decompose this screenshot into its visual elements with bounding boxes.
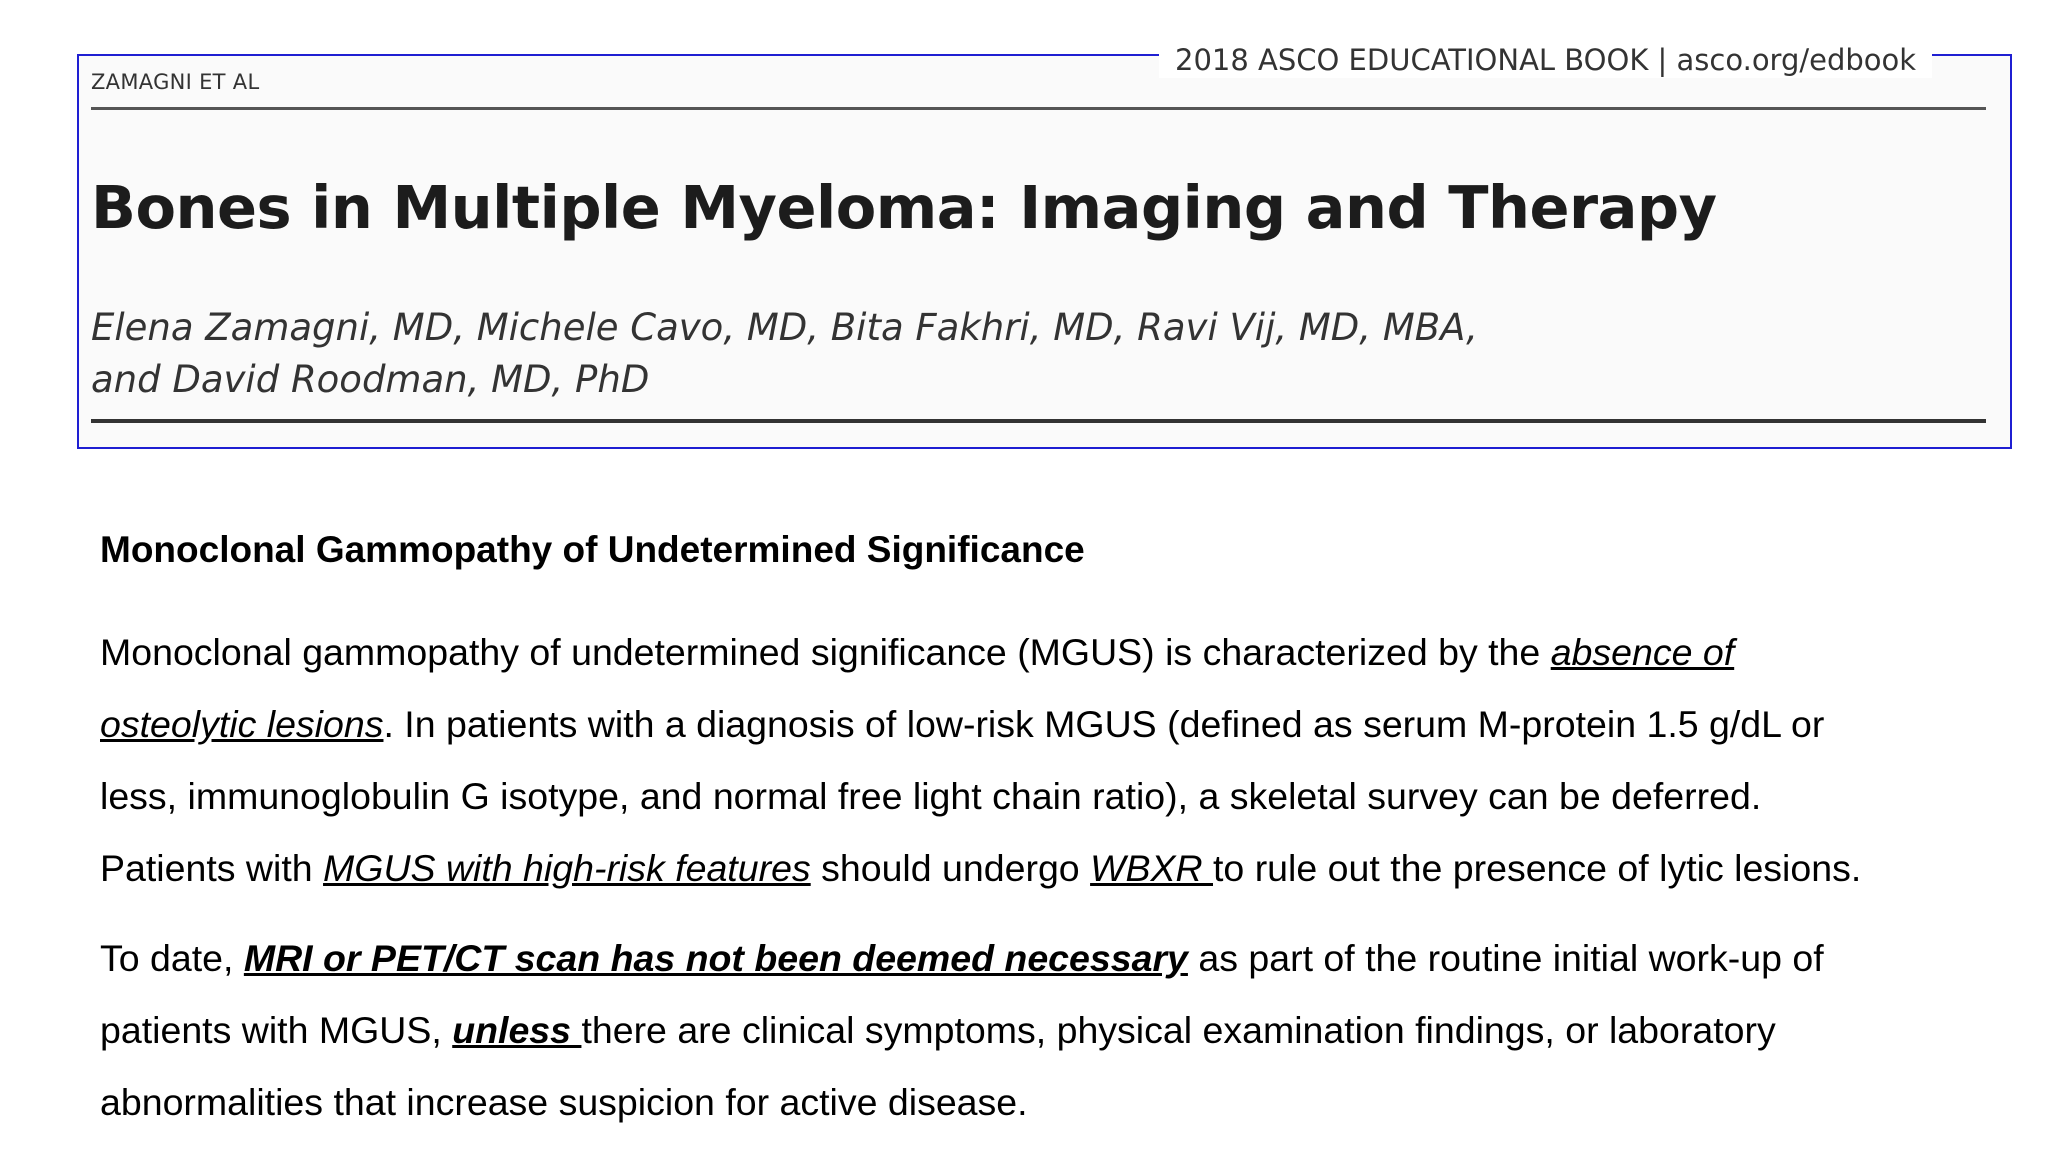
paragraph-imaging-workup — [100, 922, 2020, 1138]
text-line — [100, 994, 2020, 1066]
emphasis-text: WBXR — [1090, 847, 1213, 889]
emphasis-text: osteolytic lesions — [100, 703, 384, 745]
header-divider-bottom — [91, 419, 1986, 423]
text-line — [100, 832, 2020, 904]
text-run: . In patients with a diagnosis of low-risk MGUS (defined as serum M-protein 1.5 g/dL or — [383, 703, 1825, 745]
running-authors: ZAMAGNI ET AL — [91, 70, 260, 94]
text-run: patients with MGUS, — [100, 1009, 453, 1051]
text-line: less, immunoglobulin G isotype, and normal free light chain ratio), a skeletal survey can be deferred. — [100, 775, 1762, 817]
strong-emphasis-text: unless — [452, 1009, 582, 1051]
text-run: as part of the routine initial work-up of — [1187, 937, 1824, 979]
emphasis-text: MGUS with high-risk features — [323, 847, 811, 889]
text-run: there are clinical symptoms, physical examination findings, or laboratory — [581, 1009, 1776, 1051]
text-line — [100, 922, 2020, 994]
text-run: Patients with — [100, 847, 324, 889]
author-list — [91, 302, 1478, 406]
text-run: To date, — [100, 937, 244, 979]
slide-content — [100, 524, 2020, 1156]
text-run: should undergo — [810, 847, 1091, 889]
paragraph-mgus-definition — [100, 616, 2020, 904]
text-run: to rule out the presence of lytic lesions. — [1213, 847, 1862, 889]
text-line — [100, 616, 2020, 688]
article-header — [77, 43, 2012, 449]
strong-emphasis-text: MRI or PET/CT scan has not been deemed necessary — [243, 937, 1188, 979]
journal-name: 2018 ASCO EDUCATIONAL BOOK | asco.org/edbook — [1159, 42, 1932, 78]
author-line: and David Roodman, MD, PhD — [91, 358, 650, 401]
header-divider-top — [91, 107, 1986, 110]
author-line: Elena Zamagni, MD, Michele Cavo, MD, Bita Fakhri, MD, Ravi Vij, MD, MBA, — [91, 306, 1478, 349]
article-title: Bones in Multiple Myeloma: Imaging and Therapy — [91, 173, 1717, 242]
text-line — [100, 688, 2020, 760]
section-heading: Monoclonal Gammopathy of Undetermined Significance — [100, 529, 1085, 570]
emphasis-text: absence of — [1550, 631, 1735, 673]
text-run: Monoclonal gammopathy of undetermined significance (MGUS) is characterized by the — [100, 631, 1551, 673]
text-line: abnormalities that increase suspicion for active disease. — [100, 1081, 1028, 1123]
